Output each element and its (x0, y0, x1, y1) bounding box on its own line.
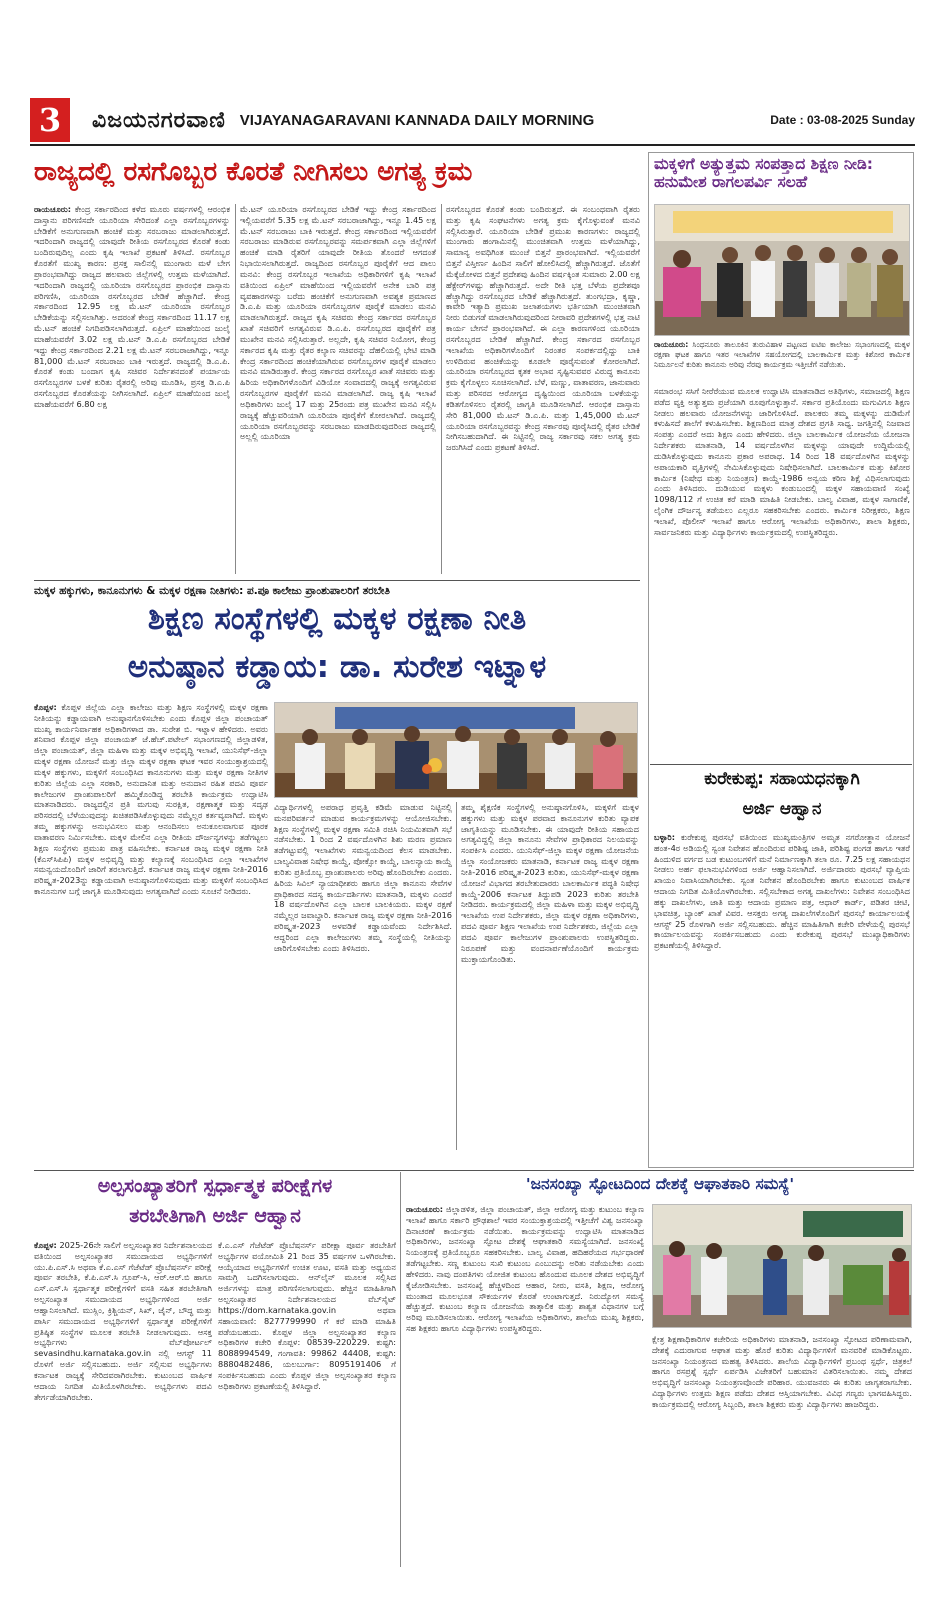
article3-photo (274, 702, 638, 798)
article3-col1 (34, 702, 268, 1150)
article6-col1 (406, 1204, 644, 1566)
article5-headline-line1: ಅಲ್ಪಸಂಖ್ಯಾತರಿಗೆ ಸ್ಪರ್ಧಾತ್ಮಕ ಪರೀಕ್ಷೆಗಳ (97, 1175, 333, 1197)
article5-col1-text: 2025-26ನೇ ಸಾಲಿಗೆ ಅಲ್ಪಸಂಖ್ಯಾತರ ನಿರ್ದೇಶನಾಲಯದ ವತಿಯಿಂದ ಅಲ್ಪಸಂಖ್ಯಾತರ ಸಮುದಾಯದ ಅಭ್ಯರ್ಥಿಗಳಿಗೆ ಯು.ಪಿ.ಎಸ್.ಸಿ ಅಥವಾ ಕೆ.ಎ.ಎಸ್ ಗೆಜೆಟೆಡ್ ಪ್ರೊಬೆಷನರ್ಸ್ ಪರೀಕ್ಷೆ ಪೂರ್ವ ತರಬೇತಿ, ಕೆ.ಪಿ.ಎಸ್.ಸಿ ಗ್ರೂಪ್-ಸಿ, ಆರ್.ಆರ್.ಬಿ ಹಾಗೂ ಎಸ್.ಎಸ್.ಸಿ ಸ್ಪರ್ಧಾತ್ಮಕ ಪರೀಕ್ಷೆಗಳಿಗೆ ವಸತಿ ಸಹಿತ ತರಬೇತಿಗಾಗಿ ಅಲ್ಪಸಂಖ್ಯಾತ ಸಮುದಾಯದ ಅಭ್ಯರ್ಥಿಗಳಿಂದ ಅರ್ಜಿ ಆಹ್ವಾನಿಸಲಾಗಿದೆ. ಮುಸ್ಲಿಂ, ಕ್ರಿಶ್ಚಿಯನ್, ಸಿಖ್, ಜೈನ್, ಬೌದ್ಧ ಮತ್ತು ಪಾರ್ಸಿ ಸಮುದಾಯದ ಅಭ್ಯರ್ಥಿಗಳಿಗೆ ಸ್ಪರ್ಧಾತ್ಮಕ ಪರೀಕ್ಷೆಗಳಿಗೆ ಪ್ರತಿಷ್ಠಿತ ಸಂಸ್ಥೆಗಳ ಮೂಲಕ ತರಬೇತಿ ನೀಡಲಾಗುವುದು. ಆಸಕ್ತ ಅಭ್ಯರ್ಥಿಗಳು ವೆಬ್‌ಪೋರ್ಟಲ್ (34, 1240, 212, 1348)
divider (456, 802, 457, 1150)
paper-name-kannada: ವಿಜಯನಗರವಾಣಿ (92, 107, 226, 133)
issue-date: Date : 03-08-2025 Sunday (770, 113, 915, 127)
article3-kicker: ಮಕ್ಕಳ ಹಕ್ಕುಗಳು, ಕಾನೂನುಗಳು & ಮಕ್ಕಳ ರಕ್ಷಣಾ ನೀತಿಗಳು: ಪ.ಪೂ ಕಾಲೇಜು ಪ್ರಾಂಶುಪಾಲರಿಗೆ ತರಬೇತಿ (34, 585, 390, 597)
article3-col1-text: ಕೊಪ್ಪಳ ಜಿಲ್ಲೆಯ ಎಲ್ಲಾ ಕಾಲೇಜು ಮತ್ತು ಶಿಕ್ಷಣ ಸಂಸ್ಥೆಗಳಲ್ಲಿ ಮಕ್ಕಳ ರಕ್ಷಣಾ ನೀತಿಯನ್ನು ಕಡ್ಡಾಯವಾಗಿ ಅನುಷ್ಠಾನಗೊಳಿಸಬೇಕು ಎಂದು ಕೊಪ್ಪಳ ಜಿಲ್ಲಾ ಪಂಚಾಯತ್ ಮುಖ್ಯ ಕಾರ್ಯನಿರ್ವಾಹಕ ಅಧಿಕಾರಿಗಳಾದ ಡಾ. ಸುರೇಶ ಬಿ. ಇಟ್ನಾಳ ಹೇಳಿದರು. ಅವರು ಶನಿವಾರ ಕೊಪ್ಪಳ ಜಿಲ್ಲಾ ಪಂಚಾಯತ್ ಜೆ.ಹೆಚ್.ಪಟೇಲ್ ಸಭಾಂಗಣದಲ್ಲಿ ಜಿಲ್ಲಾಡಳಿತ, ಜಿಲ್ಲಾ ಪಂಚಾಯತ್, ಜಿಲ್ಲಾ ಮಹಿಳಾ ಮತ್ತು ಮಕ್ಕಳ ಅಭಿವೃದ್ಧಿ ಇಲಾಖೆ, ಯುನಿಸೆಫ್-ಜಿಲ್ಲಾ ಮಕ್ಕಳ ರಕ್ಷಣಾ ಯೋಜನೆ ಮತ್ತು ಜಿಲ್ಲಾ ಮಕ್ಕಳ ರಕ್ಷಣಾ ಘಟಕ ಇವರ ಸಂಯುಕ್ತಾಶ್ರಯದಲ್ಲಿ ಮಕ್ಕಳ ಹಕ್ಕುಗಳು, ಮಕ್ಕಳಿಗೆ ಸಂಬಂಧಿಸಿದ ಕಾನೂನುಗಳು ಮತ್ತು ಮಕ್ಕಳ ರಕ್ಷಣಾ ನೀತಿಗಳ ಕುರಿತು ಜಿಲ್ಲೆಯ ಎಲ್ಲಾ ಸರಕಾರಿ, ಅನುದಾನಿತ ಮತ್ತು ಅನುದಾನ ರಹಿತ ಪದವಿ ಪೂರ್ವ ಕಾಲೇಜುಗಳ ಪ್ರಾಂಶುಪಾಲರಿಗೆ ಹಮ್ಮಿಕೊಂಡಿದ್ದ ತರಬೇತಿ ಕಾರ್ಯಕ್ರಮ ಉದ್ಘಾಟಿಸಿ ಮಾತನಾಡಿದರು. ರಾಜ್ಯದಲ್ಲಿನ ಪ್ರತಿ ಮಗುವು ಸುರಕ್ಷಿತ, ರಕ್ಷಣಾತ್ಮಕ ಮತ್ತು ಸದೃಢ ಪರಿಸರದಲ್ಲಿ ಬೆಳೆಯುವುದನ್ನು ಖಚಿತಪಡಿಸಿಕೊಳ್ಳುವುದು ನಮ್ಮೆಲ್ಲರ ಕರ್ತವ್ಯವಾಗಿದೆ. ಮಕ್ಕಳು ತಮ್ಮ ಹಕ್ಕುಗಳನ್ನು ಅನುಭವಿಸಲು ಮತ್ತು ಆನಂದಿಸಲು ಅನುಕೂಲವಾಗುವ ಪೂರಕ ವಾತಾವರಣ ನಿರ್ಮಿಸಬೇಕು. ಮಕ್ಕಳ ಮೇಲಿನ ಎಲ್ಲಾ ರೀತಿಯ ದೌರ್ಜನ್ಯಗಳನ್ನು ತಡೆಗಟ್ಟಲು ಶಿಕ್ಷಣ ಸಂಸ್ಥೆಗಳು ಪ್ರಮುಖ ಪಾತ್ರ ವಹಿಸಬೇಕು. ಕರ್ನಾಟಕ ರಾಜ್ಯ ಮಕ್ಕಳ ರಕ್ಷಣಾ ನೀತಿ (ಕೆಎಸ್‌ಸಿಪಿಪಿ) ಮಕ್ಕಳ ಅಭಿವೃದ್ಧಿ ಮತ್ತು ಕಲ್ಯಾಣಕ್ಕೆ ಸಂಬಂಧಿಸಿದ ಎಲ್ಲಾ ಇಲಾಖೆಗಳ ಸಮನ್ವಯದೊಂದಿಗೆ ಜಾರಿಗೆ ತರಲಾಗುತ್ತಿದೆ. ಕರ್ನಾಟಕ ರಾಜ್ಯ ಮಕ್ಕಳ ರಕ್ಷಣಾ ನೀತಿ-2016 ಪರಿಷ್ಕೃತ-2023ನ್ನು ಕಡ್ಡಾಯವಾಗಿ ಅನುಷ್ಠಾನಗೊಳಿಸುವುದು ಮತ್ತು ಮಕ್ಕಳಿಗೆ ಸಂಬಂಧಿಸಿದ ಕಾನೂನುಗಳ ಬಗ್ಗೆ ಜಾಗೃತಿ ಮೂಡಿಸುವುದು ಅಗತ್ಯವಾಗಿದೆ ಎಂದು ಸೂಚನೆ ನೀಡಿದರು. (34, 702, 268, 897)
article2-caption-text: ಸಿಂಧನೂರು ತಾಲೂಕಿನ ತುರುವಿಹಾಳ ಪಟ್ಟಣದ ಐಟಿಐ ಕಾಲೇಜು ಸಭಾಂಗಣದಲ್ಲಿ ಮಕ್ಕಳ ರಕ್ಷಣಾ ಘಟಕ ಹಾಗೂ ಇತರ ಇಲಾಖೆಗಳ ಸಹಯೋಗದಲ್ಲಿ ಬಾಲಕಾರ್ಮಿಕ ಮತ್ತು ಕಿಶೋರ ಕಾರ್ಮಿಕ ನಿರ್ಮೂಲನೆ ಕುರಿತು ಕಾನೂನು ಅರಿವು ನೆರವು ಕಾರ್ಯಕ್ರಮ ಇತ್ತೀಚೆಗೆ ನಡೆಯಿತು. (654, 340, 910, 369)
article2-caption (654, 340, 910, 384)
article3-col3: ತಮ್ಮ ಶೈಕ್ಷಣಿಕ ಸಂಸ್ಥೆಗಳಲ್ಲಿ ಅನುಷ್ಠಾನಗೊಳಿಸಿ, ಮಕ್ಕಳಿಗೆ ಮಕ್ಕಳ ಹಕ್ಕುಗಳು ಮತ್ತು ಮಕ್ಕಳ ಪರವಾದ ಕಾನೂನುಗಳ ಕುರಿತು ವ್ಯಾಪಕ ಜಾಗೃತಿಯನ್ನು ಮೂಡಿಸಬೇಕು. ಈ ಯಾವುದೇ ರೀತಿಯ ಸಹಾಯದ ಅಗತ್ಯವಿದ್ದಲ್ಲಿ ಜಿಲ್ಲಾ ಕಾನೂನು ಸೇವೆಗಳ ಪ್ರಾಧಿಕಾರದ ನಿಲಯವನ್ನು ಸಂಪರ್ಕಿಸಿ ಎಂದರು. ಯುನಿಸೆಫ್-ಜಿಲ್ಲಾ ಮಕ್ಕಳ ರಕ್ಷಣಾ ಯೋಜನೆಯ ಜಿಲ್ಲಾ ಸಂಯೋಜಕರು ಮಾತನಾಡಿ, ಕರ್ನಾಟಕ ರಾಜ್ಯ ಮಕ್ಕಳ ರಕ್ಷಣಾ ನೀತಿ-2016 ಪರಿಷ್ಕೃತ-2023 ಕುರಿತು, ಯುನಿಸೆಫ್-ಮಕ್ಕಳ ರಕ್ಷಣಾ ಯೋಜನೆ ವಿಭಾಗದ ತರಬೇತುದಾರರು ಬಾಲಕಾರ್ಮಿಕ ಪದ್ಧತಿ ನಿಷೇಧ ಕಾಯ್ದೆ-2006 ಕರ್ನಾಟಕ ತಿದ್ದುಪಡಿ 2023 ಕುರಿತು ತರಬೇತಿ ನೀಡಿದರು. ಕಾರ್ಯಕ್ರಮದಲ್ಲಿ ಜಿಲ್ಲಾ ಮಹಿಳಾ ಮತ್ತು ಮಕ್ಕಳ ಅಭಿವೃದ್ಧಿ ಇಲಾಖೆಯ ಉಪ ನಿರ್ದೇಶಕರು, ಜಿಲ್ಲಾ ಮಕ್ಕಳ ರಕ್ಷಣಾ ಅಧಿಕಾರಿಗಳು, ಪದವಿ ಪೂರ್ವ ಶಿಕ್ಷಣ ಇಲಾಖೆಯ ಉಪ ನಿರ್ದೇಶಕರು, ಜಿಲ್ಲೆಯ ಎಲ್ಲಾ ಪದವಿ ಪೂರ್ವ ಕಾಲೇಜುಗಳ ಪ್ರಾಂಶುಪಾಲರು ಉಪಸ್ಥಿತರಿದ್ದರು. ನಿರೂಪಣೆ ಮತ್ತು ವಂದನಾರ್ಪಣೆಯೊಂದಿಗೆ ಕಾರ್ಯಕ್ರಮ ಮುಕ್ತಾಯಗೊಂಡಿತು. (461, 802, 639, 964)
divider (34, 580, 640, 581)
paper-name-english: VIJAYANAGARAVANI KANNADA DAILY MORNING (239, 111, 595, 129)
page-number: 3 (30, 98, 70, 142)
divider (400, 1172, 401, 1567)
article2-body: ಸಮಾರಂಭ ಸಸಿಗೆ ನೀರೆರೆಯುವ ಮೂಲಕ ಉದ್ಘಾಟಿಸಿ ಮಾತನಾಡಿದ ಅತಿಥಿಗಳು, ಸಮಾಜದಲ್ಲಿ ಶಿಕ್ಷಣ ಪಡೆದ ವ್ಯಕ್ತಿ ಅತ್ಯುತ್ತಮ ಪ್ರಜೆಯಾಗಿ ರೂಪುಗೊಳ್ಳುತ್ತಾನೆ. ಸರ್ಕಾರ ಪ್ರತಿಯೊಂದು ಮಗುವಿಗೂ ಶಿಕ್ಷಣ ನೀಡಲು ಹಲವಾರು ಯೋಜನೆಗಳನ್ನು ಜಾರಿಗೊಳಿಸಿದೆ. ಪಾಲಕರು ತಮ್ಮ ಮಕ್ಕಳನ್ನು ದುಡಿಮೆಗೆ ಕಳುಹಿಸದೆ ಶಾಲೆಗೆ ಕಳುಹಿಸಬೇಕು. ಶಿಕ್ಷಣದಿಂದ ಮಾತ್ರ ದೇಶದ ಪ್ರಗತಿ ಸಾಧ್ಯ. ಜಗತ್ತಿನಲ್ಲಿ ನಿಜವಾದ ಸಂಪತ್ತು ಎಂದರೆ ಅದು ಶಿಕ್ಷಣ ಎಂದು ಹೇಳಿದರು. ಜಿಲ್ಲಾ ಬಾಲಕಾರ್ಮಿಕ ಯೋಜನೆಯ ಯೋಜನಾ ನಿರ್ದೇಶಕರು ಮಾತನಾಡಿ, 14 ವರ್ಷದೊಳಗಿನ ಮಕ್ಕಳನ್ನು ಯಾವುದೇ ಉದ್ದಿಮೆಯಲ್ಲಿ ದುಡಿಸಿಕೊಳ್ಳುವುದು ಕಾನೂನು ಪ್ರಕಾರ ಅಪರಾಧ. 14 ರಿಂದ 18 ವರ್ಷದೊಳಗಿನ ಮಕ್ಕಳನ್ನು ಅಪಾಯಕಾರಿ ವೃತ್ತಿಗಳಲ್ಲಿ ನೇಮಿಸಿಕೊಳ್ಳುವುದು ನಿಷೇಧಿಸಲಾಗಿದೆ. ಬಾಲಕಾರ್ಮಿಕ ಮತ್ತು ಕಿಶೋರ ಕಾರ್ಮಿಕ (ನಿಷೇಧ ಮತ್ತು ನಿಯಂತ್ರಣ) ಕಾಯ್ದೆ-1986 ಅನ್ವಯ ಕಠಿಣ ಶಿಕ್ಷೆ ವಿಧಿಸಲಾಗುವುದು ಎಂದು ತಿಳಿಸಿದರು. ದುಡಿಯುವ ಮಕ್ಕಳು ಕಂಡುಬಂದಲ್ಲಿ ಮಕ್ಕಳ ಸಹಾಯವಾಣಿ ಸಂಖ್ಯೆ 1098/112 ಗೆ ಉಚಿತ ಕರೆ ಮಾಡಿ ಮಾಹಿತಿ ನೀಡಬೇಕು. ಬಾಲ್ಯ ವಿವಾಹ, ಮಕ್ಕಳ ಸಾಗಾಣಿಕೆ, ಲೈಂಗಿಕ ದೌರ್ಜನ್ಯ ತಡೆಯಲು ಎಲ್ಲರೂ ಸಹಕರಿಸಬೇಕು ಎಂದರು. ಕಾರ್ಮಿಕ ನಿರೀಕ್ಷಕರು, ಶಿಕ್ಷಣ ಇಲಾಖೆ, ಪೊಲೀಸ್ ಇಲಾಖೆ ಹಾಗೂ ಆರೋಗ್ಯ ಇಲಾಖೆಯ ಅಧಿಕಾರಿಗಳು, ಶಾಲಾ ಶಿಕ್ಷಕರು, ಸಾರ್ವಜನಿಕರು ಮತ್ತು ವಿದ್ಯಾರ್ಥಿಗಳು ಕಾರ್ಯಕ್ರಮದಲ್ಲಿ ಉಪಸ್ಥಿತರಿದ್ದರು. (654, 386, 910, 537)
article1-col2: ಮೆ.ಟನ್ ಯೂರಿಯಾ ರಸಗೊಬ್ಬರದ ಬೇಡಿಕೆ ಇದ್ದು ಕೇಂದ್ರ ಸರ್ಕಾರದಿಂದ ಇಲ್ಲಿಯವರೆಗೆ 5.35 ಲಕ್ಷ ಮೆ.ಟನ್ ಸರಬರಾಜಾಗಿದ್ದು, ಇನ್ನೂ 1.45 ಲಕ್ಷ ಮೆ.ಟನ್ ಸರಬರಾಜು ಬಾಕಿ ಇರುತ್ತದೆ. ಕೇಂದ್ರ ಸರ್ಕಾರದಿಂದ ಇಲ್ಲಿಯವರೆಗೆ ಸರಬರಾಜು ಮಾಡಿರುವ ರಸಗೊಬ್ಬರವನ್ನು ಸಮರ್ಪಕವಾಗಿ ಎಲ್ಲಾ ಜಿಲ್ಲೆಗಳಿಗೆ ಹಂಚಿಕೆ ಮಾಡಿ ರೈತರಿಗೆ ಯಾವುದೇ ರೀತಿಯ ತೊಂದರೆ ಆಗದಂತೆ ನಿಭಾಯಿಸಲಾಗಿರುತ್ತದೆ. ರಾಜ್ಯದಿಂದ ರಸಗೊಬ್ಬರ ಪೂರೈಕೆಗೆ ಆದ ಪಾಲು ಮನವಿ: ಕೇಂದ್ರ ರಸಗೊಬ್ಬರ ಇಲಾಖೆಯ ಅಧಿಕಾರಿಗಳಿಗೆ ಕೃಷಿ ಇಲಾಖೆ ವತಿಯಿಂದ ಏಪ್ರಿಲ್ ಮಾಹೆಯಿಂದ ಇಲ್ಲಿಯವರೆಗೆ ಅನೇಕ ಬಾರಿ ಪತ್ರ ವ್ಯವಹಾರಗಳನ್ನು ಬರೆದು ಹಂಚಿಕೆಗೆ ಅನುಗುಣವಾಗಿ ಅವಶ್ಯಕ ಪ್ರಮಾಣದ ಡಿ.ಎ.ಪಿ ಮತ್ತು ಯೂರಿಯಾ ರಸಗೊಬ್ಬರಗಳ ಪೂರೈಕೆ ಮಾಡಲು ಮನವಿ ಮಾಡಲಾಗಿರುತ್ತದೆ. ರಾಜ್ಯದ ಕೃಷಿ ಸಚಿವರು ಕೇಂದ್ರ ಸರ್ಕಾರದ ರಸಗೊಬ್ಬರ ಖಾತೆ ಸಚಿವರಿಗೆ ಅಗತ್ಯವಿರುವ ಡಿ.ಎ.ಪಿ. ರಸಗೊಬ್ಬರದ ಪೂರೈಕೆಗೆ ಪತ್ರ ಮುಖೇನ ಮನವಿ ಸಲ್ಲಿಸಿರುತ್ತಾರೆ. ಅಲ್ಲದೇ, ಕೃಷಿ ಸಚಿವರ ನಿಯೋಗ, ಕೇಂದ್ರ ಸರ್ಕಾರದ ಕೃಷಿ ಮತ್ತು ರೈತರ ಕಲ್ಯಾಣ ಸಚಿವರನ್ನು ದೆಹಲಿಯಲ್ಲಿ ಭೇಟಿ ಮಾಡಿ ಕೇಂದ್ರ ಸರ್ಕಾರದಿಂದ ಹಂಚಿಕೆಯಾಗಿರುವ ರಸಗೊಬ್ಬರಗಳ ಪೂರೈಕೆ ಮಾಡಲು ಮನವಿ ಮಾಡಿರುತ್ತಾರೆ. ಕೇಂದ್ರ ಸರ್ಕಾರದ ರಸಗೊಬ್ಬರ ಖಾತೆ ಸಚಿವರು ಮತ್ತು ಹಿರಿಯ ಅಧಿಕಾರಿಗಳೊಂದಿಗೆ ವಿಡಿಯೋ ಸಂವಾದದಲ್ಲಿ ರಾಜ್ಯಕ್ಕೆ ಅಗತ್ಯವಿರುವ ರಸಗೊಬ್ಬರಗಳ ಪೂರೈಕೆಗೆ ಮನವಿ ಮಾಡಲಾಗಿದೆ. ರಾಜ್ಯ ಕೃಷಿ ಇಲಾಖೆ ಅಧಿಕಾರಿಗಳು ಜುಲೈ 17 ಮತ್ತು 25ರಂದು ಪತ್ರ ಮುಖೇನ ಮನವಿ ಸಲ್ಲಿಸಿ ರಾಜ್ಯಕ್ಕೆ ಹೆಚ್ಚುವರಿಯಾಗಿ ಯೂರಿಯಾ ಪೂರೈಕೆಗೆ ಕೋರಲಾಗಿದೆ. ರಾಜ್ಯದಲ್ಲಿ ಯೂರಿಯಾ ರಸಗೊಬ್ಬರವನ್ನು ಸರಬರಾಜು ಮಾಡದಿರುವುದರಿಂದ ರಾಜ್ಯದಲ್ಲಿ ಅಲ್ಲಲ್ಲಿ ಯೂರಿಯಾ (240, 204, 436, 442)
article6-col1-text: ಜಿಲ್ಲಾಡಳಿತ, ಜಿಲ್ಲಾ ಪಂಚಾಯತ್, ಜಿಲ್ಲಾ ಆರೋಗ್ಯ ಮತ್ತು ಕುಟುಂಬ ಕಲ್ಯಾಣ ಇಲಾಖೆ ಹಾಗೂ ಸರ್ಕಾರಿ ಪ್ರೌಢಶಾಲೆ ಇವರ ಸಂಯುಕ್ತಾಶ್ರಯದಲ್ಲಿ ಇತ್ತೀಚೆಗೆ ವಿಶ್ವ ಜನಸಂಖ್ಯಾ ದಿನಾಚರಣೆ ಕಾರ್ಯಕ್ರಮ ನಡೆಯಿತು. ಕಾರ್ಯಕ್ರಮವನ್ನು ಉದ್ಘಾಟಿಸಿ ಮಾತನಾಡಿದ ಅಧಿಕಾರಿಗಳು, ಜನಸಂಖ್ಯಾ ಸ್ಫೋಟ ದೇಶಕ್ಕೆ ಆಘಾತಕಾರಿ ಸಮಸ್ಯೆಯಾಗಿದೆ. ಜನಸಂಖ್ಯೆ ನಿಯಂತ್ರಣಕ್ಕೆ ಪ್ರತಿಯೊಬ್ಬರೂ ಸಹಕರಿಸಬೇಕು. ಬಾಲ್ಯ ವಿವಾಹ, ಹದಿಹರೆಯದ ಗರ್ಭಧಾರಣೆ ತಡೆಗಟ್ಟಬೇಕು. ಸಣ್ಣ ಕುಟುಂಬ ಸುಖಿ ಕುಟುಂಬ ಎಂಬುದನ್ನು ಅರಿತು ನಡೆಯಬೇಕು ಎಂದು ಹೇಳಿದರು. ನಾವು ದಂಪತಿಗಳು ಯೋಜಿತ ಕುಟುಂಬ ಹೊಂದುವ ಮೂಲಕ ದೇಶದ ಅಭಿವೃದ್ಧಿಗೆ ಕೈಜೋಡಿಸಬೇಕು. ಜನಸಂಖ್ಯೆ ಹೆಚ್ಚಳದಿಂದ ಆಹಾರ, ನೀರು, ವಸತಿ, ಶಿಕ್ಷಣ, ಆರೋಗ್ಯ ಮುಂತಾದ ಮೂಲಭೂತ ಸೌಕರ್ಯಗಳ ಕೊರತೆ ಉಂಟಾಗುತ್ತದೆ. ನಿರುದ್ಯೋಗ ಸಮಸ್ಯೆ ಹೆಚ್ಚುತ್ತದೆ. ಕುಟುಂಬ ಕಲ್ಯಾಣ ಯೋಜನೆಯ ತಾತ್ಕಾಲಿಕ ಮತ್ತು ಶಾಶ್ವತ ವಿಧಾನಗಳ ಬಗ್ಗೆ ಅರಿವು ಮೂಡಿಸಲಾಯಿತು. ಆರೋಗ್ಯ ಇಲಾಖೆಯ ಅಧಿಕಾರಿಗಳು, ಶಾಲೆಯ ಮುಖ್ಯ ಶಿಕ್ಷಕರು, ಸಹ ಶಿಕ್ಷಕರು ಹಾಗೂ ವಿದ್ಯಾರ್ಥಿಗಳು ಉಪಸ್ಥಿತರಿದ್ದರು. (406, 1204, 644, 1334)
article5-col2-text-b: https://dom.karnataka.gov.in ಅಥವಾ ಸಹಾಯವಾಣಿ: 8277799990 ಗೆ ಕರೆ ಮಾಡಿ ಮಾಹಿತಿ ಪಡೆಯಬಹುದು. ಕೊಪ್ಪಳ ಜಿಲ್ಲಾ ಅಲ್ಪಸಂಖ್ಯಾತರ ಕಲ್ಯಾಣ ಅಧಿಕಾರಿಗಳ ಕಚೇರಿ ಕೊಪ್ಪಳ: 08539-220229. ಕುಷ್ಟಗಿ: 8088994549, ಗಂಗಾವತಿ: 99862 44408, ಕುಷ್ಟಗಿ: 8880482486, ಯಲಬುರ್ಗಾ: 8095191406 ಗೆ ಸಂಪರ್ಕಿಸಬಹುದು ಎಂದು ಕೊಪ್ಪಳ ಜಿಲ್ಲಾ ಅಲ್ಪಸಂಖ್ಯಾತರ ಕಲ್ಯಾಣ ಅಧಿಕಾರಿಗಳು ಪ್ರಕಟಣೆಯಲ್ಲಿ ತಿಳಿಸಿದ್ದಾರೆ. (218, 1304, 396, 1391)
article3-dateline: ಕೊಪ್ಪಳ: (34, 702, 57, 712)
article4-body-text: ಕುರೇಕುಪ್ಪ ಪುರಸಭೆ ವತಿಯಿಂದ ಮುಖ್ಯಮಂತ್ರಿಗಳ ಅಮೃತ ನಗರೋತ್ಥಾನ ಯೋಜನೆ ಹಂತ-4ರ ಅಡಿಯಲ್ಲಿ ಸ್ವಂತ ನಿವೇಶನ ಹೊಂದಿರುವ ಪರಿಶಿಷ್ಟ ಜಾತಿ, ಪರಿಶಿಷ್ಟ ಪಂಗಡ ಹಾಗೂ ಇತರೆ ಹಿಂದುಳಿದ ವರ್ಗದ ಬಡ ಕುಟುಂಬಗಳಿಗೆ ಮನೆ ನಿರ್ಮಾಣಕ್ಕಾಗಿ ತಲಾ ರೂ. 7.25 ಲಕ್ಷ ಸಹಾಯಧನ ನೀಡಲು ಅರ್ಹ ಫಲಾನುಭವಿಗಳಿಂದ ಅರ್ಜಿ ಆಹ್ವಾನಿಸಲಾಗಿದೆ. ಅರ್ಜಿದಾರರು ಪುರಸಭೆ ವ್ಯಾಪ್ತಿಯ ಖಾಯಂ ನಿವಾಸಿಯಾಗಿರಬೇಕು. ಸ್ವಂತ ನಿವೇಶನ ಹೊಂದಿರಬೇಕು ಹಾಗೂ ಕುಟುಂಬದ ವಾರ್ಷಿಕ ಆದಾಯ ನಿಗದಿತ ಮಿತಿಯೊಳಗಿರಬೇಕು. ಸಲ್ಲಿಸಬೇಕಾದ ಅಗತ್ಯ ದಾಖಲೆಗಳು: ನಿವೇಶನ ಸಂಬಂಧಿಸಿದ ಹಕ್ಕು ದಾಖಲೆಗಳು, ಜಾತಿ ಮತ್ತು ಆದಾಯ ಪ್ರಮಾಣ ಪತ್ರ, ಆಧಾರ್ ಕಾರ್ಡ್, ಪಡಿತರ ಚೀಟಿ, ಭಾವಚಿತ್ರ, ಬ್ಯಾಂಕ್ ಖಾತೆ ವಿವರ. ಆಸಕ್ತರು ಅಗತ್ಯ ದಾಖಲೆಗಳೊಂದಿಗೆ ಪುರಸಭೆ ಕಾರ್ಯಾಲಯಕ್ಕೆ ಆಗಸ್ಟ್ 25 ರೊಳಗಾಗಿ ಅರ್ಜಿ ಸಲ್ಲಿಸಬಹುದು. ಹೆಚ್ಚಿನ ಮಾಹಿತಿಗಾಗಿ ಕಚೇರಿ ವೇಳೆಯಲ್ಲಿ ಪುರಸಭೆ ಕಾರ್ಯಾಲಯವನ್ನು ಸಂಪರ್ಕಿಸಬಹುದು ಎಂದು ಕುರೇಕುಪ್ಪ ಪುರಸಭೆ ಮುಖ್ಯಾಧಿಕಾರಿಗಳು ಪ್ರಕಟಣೆಯಲ್ಲಿ ತಿಳಿಸಿದ್ದಾರೆ. (654, 832, 910, 951)
divider (650, 764, 912, 765)
divider (235, 204, 236, 574)
article1-dateline: ರಾಯಚೂರು: (34, 204, 72, 214)
article2-headline: ಮಕ್ಕಳಿಗೆ ಅತ್ಯುತ್ತಮ ಸಂಪತ್ತಾದ ಶಿಕ್ಷಣ ನೀಡಿ: ಹನುಮೇಶ ರಾಗಲಪರ್ವಿ ಸಲಹೆ (654, 155, 873, 191)
article4-body (654, 832, 910, 1162)
article3-col2: ವಿದ್ಯಾರ್ಥಿಗಳಲ್ಲಿ ಅಪರಾಧ ಪ್ರವೃತ್ತಿ ಕಡಿಮೆ ಮಾಡುವ ನಿಟ್ಟಿನಲ್ಲಿ ಮನಪರಿವರ್ತನೆ ಮಾಡುವ ಕಾರ್ಯಕ್ರಮಗಳನ್ನು ಆಯೋಜಿಸಬೇಕು. ಶಿಕ್ಷಣ ಸಂಸ್ಥೆಗಳಲ್ಲಿ ಮಕ್ಕಳ ರಕ್ಷಣಾ ಸಮಿತಿ ರಚಿಸಿ ನಿಯಮಿತವಾಗಿ ಸಭೆ ನಡೆಸಬೇಕು. 1 ರಿಂದ 2 ವರ್ಷದೊಳಗಿನ ಶಿಶು ಮರಣ ಪ್ರಮಾಣ ತಡೆಗಟ್ಟುವಲ್ಲಿ ಇಲಾಖೆಗಳು ಸಮನ್ವಯದಿಂದ ಕೆಲಸ ಮಾಡಬೇಕು. ಬಾಲ್ಯವಿವಾಹ ನಿಷೇಧ ಕಾಯ್ದೆ, ಪೋಕ್ಸೋ ಕಾಯ್ದೆ, ಬಾಲನ್ಯಾಯ ಕಾಯ್ದೆ ಕುರಿತು ಪ್ರತಿಯೊಬ್ಬ ಪ್ರಾಂಶುಪಾಲರು ಅರಿವು ಹೊಂದಿರಬೇಕು ಎಂದರು. ಹಿರಿಯ ಸಿವಿಲ್ ನ್ಯಾಯಾಧೀಶರು ಹಾಗೂ ಜಿಲ್ಲಾ ಕಾನೂನು ಸೇವೆಗಳ ಪ್ರಾಧಿಕಾರದ ಸದಸ್ಯ ಕಾರ್ಯದರ್ಶಿಗಳು ಮಾತನಾಡಿ, ಮಕ್ಕಳು ಎಂದರೆ 18 ವರ್ಷದೊಳಗಿನ ಎಲ್ಲಾ ಬಾಲಕ ಬಾಲಕಿಯರು. ಮಕ್ಕಳ ರಕ್ಷಣೆ ನಮ್ಮೆಲ್ಲರ ಜವಾಬ್ದಾರಿ. ಕರ್ನಾಟಕ ರಾಜ್ಯ ಮಕ್ಕಳ ರಕ್ಷಣಾ ನೀತಿ-2016 ಪರಿಷ್ಕೃತ-2023 ಅಳವಡಿಕೆ ಕಡ್ಡಾಯವೆಂದು ನಿರ್ದೇಶಿಸಿದೆ. ಆದ್ದರಿಂದ ಎಲ್ಲಾ ಕಾಲೇಜುಗಳು ತಮ್ಮ ಸಂಸ್ಥೆಯಲ್ಲಿ ನೀತಿಯನ್ನು ಜಾರಿಗೊಳಿಸಬೇಕು ಎಂದು ತಿಳಿಸಿದರು. (274, 802, 452, 953)
article1-col1-text: ಕೇಂದ್ರ ಸರ್ಕಾರದಿಂದ ಕಳೆದ ಮೂರು ವರ್ಷಗಳಲ್ಲಿ ಆರಂಭಿಕ ದಾಸ್ತಾನು ಪರಿಗಣಿಸದೇ ಯೂರಿಯಾ ಸೇರಿದಂತೆ ಎಲ್ಲಾ ರಸಗೊಬ್ಬರಗಳನ್ನು ಬೇಡಿಕೆಗೆ ಅನುಗುಣವಾಗಿ ಹಂಚಿಕೆ ಮತ್ತು ಸರಬರಾಜು ಮಾಡಲಾಗಿರುತ್ತದೆ. ಇದರಿಂದಾಗಿ ರಾಜ್ಯದಲ್ಲಿ ಯಾವುದೇ ರೀತಿಯ ರಸಗೊಬ್ಬರದ ಕೊರತೆ ಕಂಡು ಬಂದಿರುವುದಿಲ್ಲ ಎಂದು ಕೃಷಿ ಇಲಾಖೆ ಪ್ರಕಟಣೆ ತಿಳಿಸಿದೆ. ರಸಗೊಬ್ಬರ ಕೊರತೆಗೆ ಮುಖ್ಯ ಕಾರಣ: ಪ್ರಸಕ್ತ ಸಾಲಿನಲ್ಲಿ ಮುಂಗಾರು ಮಳೆ ಬೇಗ ಪ್ರಾರಂಭವಾಗಿದ್ದು ರಾಜ್ಯದ ಹಲವಾರು ಜಿಲ್ಲೆಗಳಲ್ಲಿ ಉತ್ತಮ ಮಳೆಯಾಗಿದೆ. ಇದರಿಂದಾಗಿ ರಾಜ್ಯದಲ್ಲಿ ಯೂರಿಯಾ ರಸಗೊಬ್ಬರದ ಪ್ರಾರಂಭಿಕ ದಾಸ್ತಾನು ಪರಿಗಣಿಸಿ, ಯೂರಿಯಾ ರಸಗೊಬ್ಬರದ ಬೇಡಿಕೆ ಹೆಚ್ಚಾಗಿದೆ. ಕೇಂದ್ರ ಸರ್ಕಾರದಿಂದ 12.95 ಲಕ್ಷ ಮೆ.ಟನ್ ಯೂರಿಯಾ ರಸಗೊಬ್ಬರ ಬೇಡಿಕೆಯನ್ನು ಸಲ್ಲಿಸಲಾಗಿತ್ತು. ಅದರಂತೆ ಕೇಂದ್ರ ಸರ್ಕಾರದಿಂದ 11.17 ಲಕ್ಷ ಮೆ.ಟನ್ ಹಂಚಿಕೆ ನಿಗದಿಪಡಿಸಲಾಗಿರುತ್ತದೆ. ಏಪ್ರಿಲ್ ಮಾಹೆಯಿಂದ ಜುಲೈ ಮಾಹೆಯವರೆಗೆ 3.02 ಲಕ್ಷ ಮೆ.ಟನ್ ಡಿ.ಎ.ಪಿ ರಸಗೊಬ್ಬರದ ಬೇಡಿಕೆ ಇದ್ದು ಕೇಂದ್ರ ಸರ್ಕಾರದಿಂದ 2.21 ಲಕ್ಷ ಮೆ.ಟನ್ ಸರಬರಾಜಾಗಿದ್ದು, ಇನ್ನೂ 81,000 ಮೆ.ಟನ್ ಸರಬರಾಜು ಬಾಕಿ ಇರುತ್ತದೆ. ರಾಜ್ಯದಲ್ಲಿ ಡಿ.ಎ.ಪಿ. ಕೊರತೆ ಕಂಡು ಬಂದಾಗ ಕೃಷಿ ಸಚಿವರ ನಿರ್ದೇಶನದಂತೆ ಪರ್ಯಾಯ ರಸಗೊಬ್ಬರಗಳ ಬಳಕೆ ಕುರಿತು ರೈತರಲ್ಲಿ ಅರಿವು ಮೂಡಿಸಿ, ಪ್ರಸಕ್ತ ಡಿ.ಎ.ಪಿ ರಸಗೊಬ್ಬರದ ಕೊರತೆಯನ್ನು ನೀಗಿಸಲಾಗಿದೆ. ಏಪ್ರಿಲ್ ಮಾಹೆಯಿಂದ ಜುಲೈ ಮಾಹೆಯವರೆಗೆ 6.80 ಲಕ್ಷ (34, 204, 230, 409)
article4-dateline: ಬಳ್ಳಾರಿ: (654, 832, 675, 842)
article5-col1 (34, 1240, 212, 1566)
event-stage-photo (655, 205, 910, 336)
article5-col2-text: ಕೆ.ಎ.ಎಸ್ ಗೆಜೆಟೆಡ್ ಪ್ರೊಬೆಷನರ್ಸ್ ಪರೀಕ್ಷಾ ಪೂರ್ವ ತರಬೇತಿಗೆ ಅಭ್ಯರ್ಥಿಗಳ ವಯೋಮಿತಿ 21 ರಿಂದ 35 ವರ್ಷಗಳ ಒಳಗಿರಬೇಕು. ಆಯ್ಕೆಯಾದ ಅಭ್ಯರ್ಥಿಗಳಿಗೆ ಉಚಿತ ಊಟ, ವಸತಿ ಮತ್ತು ಅಧ್ಯಯನ ಸಾಮಗ್ರಿ ಒದಗಿಸಲಾಗುವುದು. ಆನ್‌ಲೈನ್ ಮೂಲಕ ಸಲ್ಲಿಸಿದ ಅರ್ಜಿಗಳನ್ನು ಮಾತ್ರ ಪರಿಗಣಿಸಲಾಗುವುದು. ಹೆಚ್ಚಿನ ಮಾಹಿತಿಗಾಗಿ ಅಲ್ಪಸಂಖ್ಯಾತರ ನಿರ್ದೇಶನಾಲಯದ ವೆಬ್‌ಸೈಟ್ (218, 1240, 396, 1305)
article6-col2: ಕ್ಷೇತ್ರ ಶಿಕ್ಷಣಾಧಿಕಾರಿಗಳ ಕಚೇರಿಯ ಅಧಿಕಾರಿಗಳು ಮಾತನಾಡಿ, ಜನಸಂಖ್ಯಾ ಸ್ಫೋಟದ ಪರಿಣಾಮವಾಗಿ, ದೇಶಕ್ಕೆ ಎದುರಾಗುವ ಆಘಾತ ಮತ್ತು ಹೊರೆ ಕುರಿತು ವಿದ್ಯಾರ್ಥಿಗಳಿಗೆ ಮನವರಿಕೆ ಮಾಡಿಕೊಟ್ಟರು. ಜನಸಂಖ್ಯಾ ನಿಯಂತ್ರಣದ ಮಹತ್ವ ತಿಳಿಸಿದರು. ಶಾಲೆಯ ವಿದ್ಯಾರ್ಥಿಗಳಿಗೆ ಪ್ರಬಂಧ ಸ್ಪರ್ಧೆ, ಚಿತ್ರಕಲೆ ಹಾಗೂ ರಸಪ್ರಶ್ನೆ ಸ್ಪರ್ಧೆ ಏರ್ಪಡಿಸಿ ವಿಜೇತರಿಗೆ ಬಹುಮಾನ ವಿತರಿಸಲಾಯಿತು. ನಮ್ಮ ದೇಶದ ಅಭಿವೃದ್ಧಿಗೆ ಜನಸಂಖ್ಯಾ ನಿಯಂತ್ರಣವೊಂದೇ ಪರಿಹಾರ. ಯುವಜನರು ಈ ಕುರಿತು ಜಾಗೃತರಾಗಬೇಕು. ವಿದ್ಯಾರ್ಥಿಗಳು ಉತ್ತಮ ಶಿಕ್ಷಣ ಪಡೆದು ದೇಶದ ಆಸ್ತಿಯಾಗಬೇಕು. ವಿವಿಧ ಗಣ್ಯರು ಭಾಗವಹಿಸಿದ್ದರು. ಕಾರ್ಯಕ್ರಮದಲ್ಲಿ ಆರೋಗ್ಯ ಸಿಬ್ಬಂದಿ, ಶಾಲಾ ಶಿಕ್ಷಕರು ಮತ್ತು ವಿದ್ಯಾರ್ಥಿಗಳು ಹಾಜರಿದ್ದರು. (652, 1334, 912, 1409)
article3-headline-line2: ಅನುಷ್ಠಾನ ಕಡ್ಡಾಯ: ಡಾ. ಸುರೇಶ ಇಟ್ನಾಳ (127, 649, 547, 685)
article2-photo (654, 204, 910, 336)
article1-col1 (34, 204, 230, 574)
article5-headline-line2: ತರಬೇತಿಗಾಗಿ ಅರ್ಜಿ ಆಹ್ವಾನ (129, 1205, 301, 1227)
article2-caption-lead: ರಾಯಚೂರು: (654, 340, 689, 349)
article6-headline: 'ಜನಸಂಖ್ಯಾ ಸ್ಫೋಟದಿಂದ ದೇಶಕ್ಕೆ ಆಘಾತಕಾರಿ ಸಮಸ್ಯೆ' (525, 1175, 795, 1193)
divider (441, 204, 442, 574)
article4-headline-line2: ಅರ್ಜಿ ಆಹ್ವಾನ (742, 799, 822, 819)
school-event-photo (653, 1205, 912, 1328)
divider (34, 1170, 914, 1171)
article6-dateline: ರಾಯಚೂರು: (406, 1204, 444, 1214)
article5-dateline: ಕೊಪ್ಪಳ: (34, 1240, 57, 1250)
article1-col3: ರಸಗೊಬ್ಬರದ ಕೊರತೆ ಕಂಡು ಬಂದಿರುತ್ತದೆ. ಈ ಸಂಬಂಧವಾಗಿ ರೈತರು ಮತ್ತು ಕೃಷಿ ಸಂಘಟನೆಗಳು ಅಗತ್ಯ ಕ್ರಮ ಕೈಗೊಳ್ಳುವಂತೆ ಮನವಿ ಸಲ್ಲಿಸಿರುತ್ತಾರೆ. ಯೂರಿಯಾ ಬೇಡಿಕೆ ಪ್ರಮುಖ ಕಾರಣಗಳು: ರಾಜ್ಯದಲ್ಲಿ ಮುಂಗಾರು ಹಂಗಾಮಿನಲ್ಲಿ ಮುಂಚಿತವಾಗಿ ಉತ್ತಮ ಮಳೆಯಾಗಿದ್ದು, ಸಾಮಾನ್ಯ ಅವಧಿಗಿಂತ ಮುಂಚೆ ಬಿತ್ತನೆ ಪ್ರಾರಂಭವಾಗಿದೆ. ಇಲ್ಲಿಯವರೆಗೆ ಬಿತ್ತನೆ ವಿಸ್ತೀರ್ಣ ಹಿಂದಿನ ಸಾಲಿಗೆ ಹೋಲಿಸಿದಲ್ಲಿ ಹೆಚ್ಚಾಗಿರುತ್ತದೆ. ಜೊತೆಗೆ ಮೆಕ್ಕೆಜೋಳದ ಬಿತ್ತನೆ ಪ್ರದೇಶವು ಹಿಂದಿನ ವರ್ಷಕ್ಕಿಂತ ಸುಮಾರು 2.00 ಲಕ್ಷ ಹೆಕ್ಟೇರ್‌ಗಳಷ್ಟು ಹೆಚ್ಚಾಗಿರುತ್ತದೆ. ಅದೇ ರೀತಿ ಭತ್ತ ಬೆಳೆಯ ಪ್ರದೇಶವೂ ಹೆಚ್ಚಾಗಿದ್ದು ರಸಗೊಬ್ಬರದ ಬೇಡಿಕೆ ಹೆಚ್ಚಾಗಿರುತ್ತದೆ. ತುಂಗಭದ್ರಾ, ಕೃಷ್ಣಾ, ಕಾವೇರಿ ಇತ್ಯಾದಿ ಪ್ರಮುಖ ಜಲಾಶಯಗಳು ಭರ್ತಿಯಾಗಿ ಮುಂಚಿತವಾಗಿ ನೀರು ಬಿಡುಗಡೆ ಮಾಡಲಾಗಿರುವುದರಿಂದ ನೀರಾವರಿ ಪ್ರದೇಶಗಳಲ್ಲಿ ಭತ್ತ ನಾಟಿ ಕಾರ್ಯ ಬೇಗನೆ ಪ್ರಾರಂಭವಾಗಿದೆ. ಈ ಎಲ್ಲಾ ಕಾರಣಗಳಿಂದ ಯೂರಿಯಾ ರಸಗೊಬ್ಬರದ ಬೇಡಿಕೆ ಹೆಚ್ಚಾಗಿದೆ. ಕೇಂದ್ರ ಸರ್ಕಾರದ ರಸಗೊಬ್ಬರ ಇಲಾಖೆಯ ಅಧಿಕಾರಿಗಳೊಂದಿಗೆ ನಿರಂತರ ಸಂಪರ್ಕದಲ್ಲಿದ್ದು ಬಾಕಿ ಉಳಿದಿರುವ ಹಂಚಿಕೆಯನ್ನು ಕೂಡಲೇ ಪೂರೈಸುವಂತೆ ಕೋರಲಾಗಿದೆ. ಯೂರಿಯಾ ರಸಗೊಬ್ಬರದ ಕೃತಕ ಅಭಾವ ಸೃಷ್ಟಿಸುವವರ ವಿರುದ್ಧ ಕಾನೂನು ಕ್ರಮ ಕೈಗೊಳ್ಳಲು ಸೂಚಿಸಲಾಗಿದೆ. ಬೆಳೆ, ಮಣ್ಣು, ವಾತಾವರಣ, ಜಾನುವಾರು ಮತ್ತು ಪರಿಸರದ ಆರೋಗ್ಯದ ದೃಷ್ಟಿಯಿಂದ ಯೂರಿಯಾ ಬಳಕೆಯನ್ನು ಕಡಿತಗೊಳಿಸಲು ರೈತರಲ್ಲಿ ಜಾಗೃತಿ ಮೂಡಿಸಲಾಗಿದೆ. ಆರಂಭಿಕ ದಾಸ್ತಾನು ಸೇರಿ 81,000 ಮೆ.ಟನ್ ಡಿ.ಎ.ಪಿ. ಮತ್ತು 1,45,000 ಮೆ.ಟನ್ ಯೂರಿಯಾ ರಸಗೊಬ್ಬರವನ್ನು ಕೇಂದ್ರ ಸರ್ಕಾರವು ಪೂರೈಸಿದಲ್ಲಿ ರೈತರ ಬೇಡಿಕೆ ನೀಗಿಸಬಹುದಾಗಿದೆ. ಈ ನಿಟ್ಟಿನಲ್ಲಿ ರಾಜ್ಯ ಸರ್ಕಾರವು ಸಕಲ ಅಗತ್ಯ ಕ್ರಮ ಜರುಗಿಸಿದೆ ಎಂದು ಪ್ರಕಟಣೆ ತಿಳಿಸಿದೆ. (446, 204, 640, 453)
article5-col2 (218, 1240, 396, 1566)
article5-col1-text-b: sevasindhu.karnataka.gov.in ನಲ್ಲಿ ಆಗಸ್ಟ್ 11 ರೊಳಗೆ ಅರ್ಜಿ ಸಲ್ಲಿಸಬಹುದು. ಅರ್ಜಿ ಸಲ್ಲಿಸುವ ಅಭ್ಯರ್ಥಿಗಳು ಕರ್ನಾಟಕ ರಾಜ್ಯಕ್ಕೆ ಸೇರಿದವರಾಗಿರಬೇಕು. ಕುಟುಂಬದ ವಾರ್ಷಿಕ ಆದಾಯ ನಿಗದಿತ ಮಿತಿಯೊಳಗಿರಬೇಕು. ಅಭ್ಯರ್ಥಿಗಳು ಪದವಿ ತೇರ್ಗಡೆಯಾಗಿರಬೇಕು. (34, 1348, 212, 1402)
masthead (30, 96, 915, 146)
article1-headline: ರಾಜ್ಯದಲ್ಲಿ ರಸಗೊಬ್ಬರ ಕೊರತೆ ನೀಗಿಸಲು ಅಗತ್ಯ ಕ್ರಮ (34, 157, 473, 187)
article3-headline-line1: ಶಿಕ್ಷಣ ಸಂಸ್ಥೆಗಳಲ್ಲಿ ಮಕ್ಕಳ ರಕ್ಷಣಾ ನೀತಿ (147, 601, 527, 637)
workshop-dais-photo (275, 703, 638, 798)
article4-headline-line1: ಕುರೇಕುಪ್ಪ: ಸಹಾಯಧನಕ್ಕಾಗಿ (704, 769, 860, 789)
article6-photo (652, 1204, 912, 1328)
